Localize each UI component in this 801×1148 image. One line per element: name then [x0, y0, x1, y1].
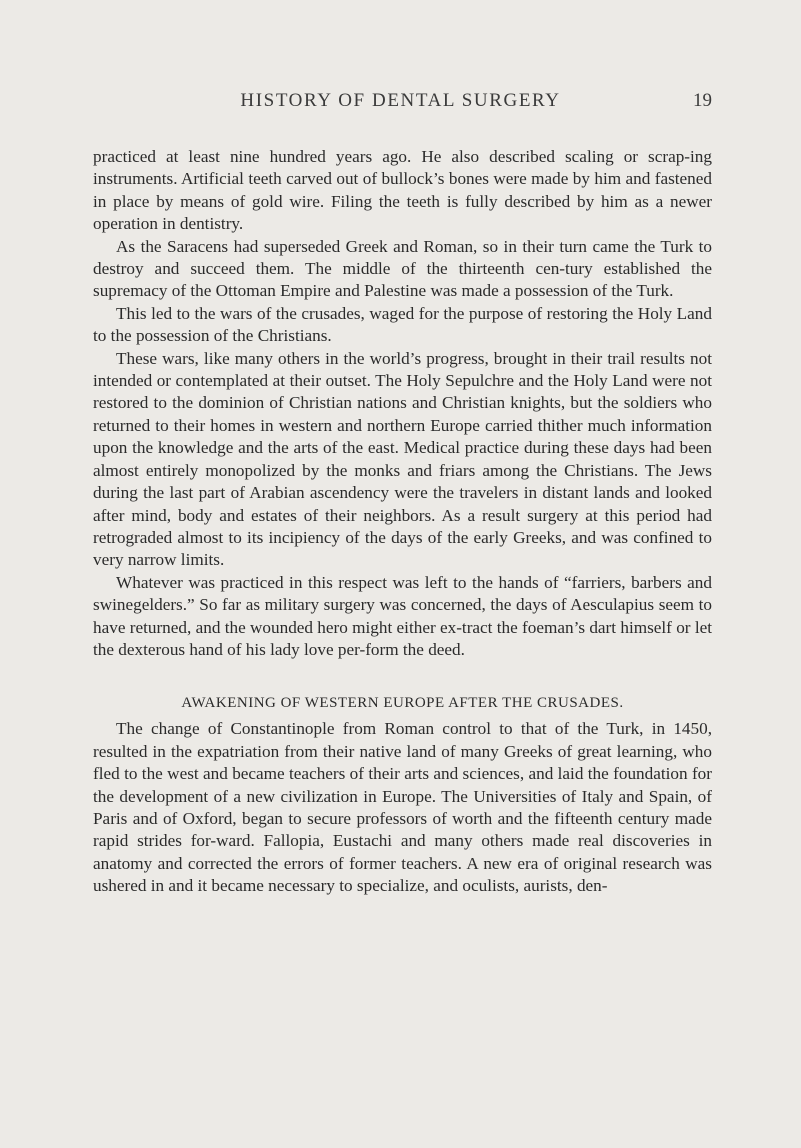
paragraph-2: As the Saracens had superseded Greek and Roman, so in their turn came the Turk to destroy and succeed them. The middle of the thirteenth cen-tury established the supremacy of the Ottoman Empire and Palestine was made a possession of the Turk.	[93, 236, 712, 301]
page-number: 19	[693, 90, 712, 111]
paragraph-4: These wars, like many others in the world’s progress, brought in their trail results not intended or contemplated at their outset. The Holy Sepulchre and the Holy Land were not restored to the dominion of Christian nations and Christian knights, but the soldiers who returned to their homes in western and northern Europe carried thither much information upon the knowledge and the arts of the east. Medical practice during these days had been almost entirely monopolized by the monks and friars among the Christians. The Jews during the last part of Arabian ascendency were the travelers in distant lands and looked after mind, body and estates of their neighbors. As a result surgery at this period had retrograded almost to its incipiency of the days of the early Greeks, and was confined to very narrow limits.	[93, 348, 712, 570]
paragraph-6: The change of Constantinople from Roman control to that of the Turk, in 1450, resulted in the expatriation from their native land of many Greeks of great learning, who fled to the west and became teachers of their arts and sciences, and laid the foundation for the development of a new civilization in Europe. The Universities of Italy and Spain, of Paris and of Oxford, began to secure professors of worth and the fifteenth century made rapid strides for-ward. Fallopia, Eustachi and many others made real discoveries in anatomy and corrected the errors of former teachers. A new era of original research was ushered in and it became necessary to specialize, and oculists, aurists, den-	[93, 719, 712, 896]
paragraph-5: Whatever was practiced in this respect was left to the hands of “farriers, barbers and swinegelders.” So far as military surgery was concerned, the days of Aesculapius seem to have returned, and the wounded hero might either ex-tract the foeman’s dart himself or let the dexterous hand of his lady love per-form the deed.	[93, 572, 713, 659]
paragraph-3: This led to the wars of the crusades, waged for the purpose of restoring the Holy Land to the possession of the Christians.	[93, 303, 712, 346]
paragraph-1: practiced at least nine hundred years ago. He also described scaling or scrap-ing instruments. Artificial teeth carved out of bullock’s bones were made by him and fastened in place by means of gold wire. Filing the teeth is fully described by him as a newer operation in dentistry.	[93, 147, 712, 234]
body-text	[93, 146, 712, 898]
section-heading: AWAKENING OF WESTERN EUROPE AFTER THE CRUSADES.	[181, 695, 624, 712]
running-title: HISTORY OF DENTAL SURGERY	[240, 90, 561, 111]
running-head	[0, 88, 801, 114]
